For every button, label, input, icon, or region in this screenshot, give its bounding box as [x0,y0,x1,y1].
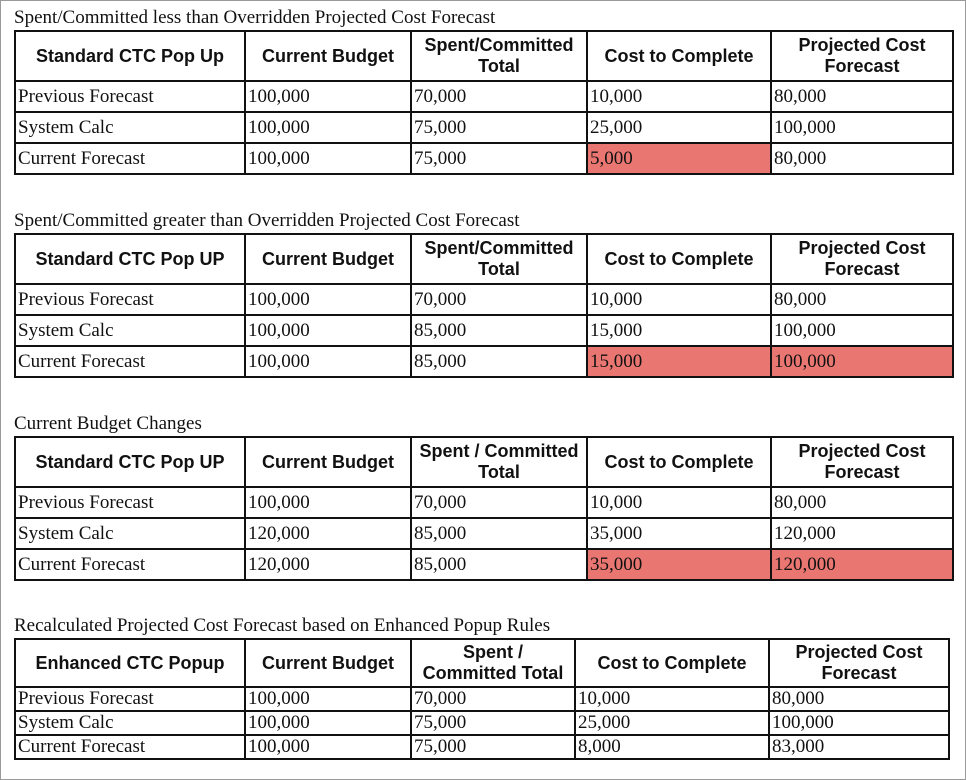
table-header-row [15,31,953,81]
table-cell: 75,000 [411,143,587,174]
table-cell: 10,000 [587,284,771,315]
header-cell: Spent/Committed Total [411,234,587,284]
section-2 [14,210,954,378]
table-row [15,315,953,346]
highlighted-cell: 5,000 [587,143,771,174]
table-cell: 8,000 [575,735,769,759]
table-cell: 100,000 [245,143,411,174]
table-cell: 100,000 [245,346,411,377]
row-label: System Calc [15,315,245,346]
table-cell: 100,000 [245,81,411,112]
table-cell: 80,000 [769,687,949,711]
header-cell: Projected Cost Forecast [769,639,949,687]
section-1 [14,7,954,175]
row-label: System Calc [15,518,245,549]
table-cell: 70,000 [411,687,575,711]
row-label: Current Forecast [15,346,245,377]
highlighted-cell: 100,000 [771,346,953,377]
header-cell: Standard CTC Pop UP [15,437,245,487]
table-cell: 85,000 [411,549,587,580]
section-caption: Spent/Committed greater than Overridden Projected Cost Forecast [14,210,520,231]
table-cell: 100,000 [245,735,411,759]
header-cell: Projected Cost Forecast [771,437,953,487]
header-cell: Current Budget [245,437,411,487]
table-cell: 100,000 [245,112,411,143]
highlighted-cell: 15,000 [587,346,771,377]
row-label: Previous Forecast [15,687,245,711]
table-row [15,346,953,377]
table-cell: 120,000 [245,549,411,580]
table-cell: 80,000 [771,487,953,518]
table-cell: 85,000 [411,518,587,549]
table-cell: 25,000 [587,112,771,143]
table-header-row [15,234,953,284]
table-cell: 80,000 [771,81,953,112]
row-label: System Calc [15,112,245,143]
row-label: Current Forecast [15,735,245,759]
table-cell: 120,000 [245,518,411,549]
ctc-table [14,30,954,175]
ctc-table [14,233,954,378]
header-cell: Current Budget [245,639,411,687]
table-cell: 100,000 [245,284,411,315]
table-row [15,284,953,315]
table-row [15,112,953,143]
section-4 [14,615,950,760]
table-cell: 100,000 [771,112,953,143]
table-cell: 75,000 [411,735,575,759]
table-cell: 80,000 [771,284,953,315]
row-label: Previous Forecast [15,284,245,315]
table-cell: 10,000 [587,81,771,112]
section-caption: Spent/Committed less than Overridden Projected Cost Forecast [14,7,496,28]
table-row [15,518,953,549]
section-caption: Current Budget Changes [14,413,202,434]
table-cell: 15,000 [587,315,771,346]
table-cell: 75,000 [411,711,575,735]
header-cell: Spent / Committed Total [411,639,575,687]
table-cell: 10,000 [575,687,769,711]
table-cell: 25,000 [575,711,769,735]
header-cell: Projected Cost Forecast [771,31,953,81]
table-cell: 85,000 [411,346,587,377]
table-row [15,81,953,112]
highlighted-cell: 120,000 [771,549,953,580]
table-cell: 83,000 [769,735,949,759]
header-cell: Cost to Complete [587,437,771,487]
table-cell: 100,000 [245,315,411,346]
header-cell: Cost to Complete [575,639,769,687]
header-cell: Standard CTC Pop UP [15,234,245,284]
table-row [15,143,953,174]
row-label: Current Forecast [15,143,245,174]
table-cell: 100,000 [245,487,411,518]
row-label: Previous Forecast [15,487,245,518]
header-cell: Spent / Committed Total [411,437,587,487]
row-label: Previous Forecast [15,81,245,112]
table-cell: 35,000 [587,518,771,549]
header-cell: Current Budget [245,31,411,81]
table-cell: 100,000 [769,711,949,735]
table-cell: 70,000 [411,284,587,315]
table-cell: 100,000 [771,315,953,346]
header-cell: Standard CTC Pop Up [15,31,245,81]
header-cell: Current Budget [245,234,411,284]
ctc-table [14,436,954,581]
table-cell: 100,000 [245,687,411,711]
section-caption: Recalculated Projected Cost Forecast based on Enhanced Popup Rules [14,615,551,636]
highlighted-cell: 35,000 [587,549,771,580]
section-3 [14,413,954,581]
table-cell: 75,000 [411,112,587,143]
row-label: System Calc [15,711,245,735]
ctc-table [14,638,950,760]
table-cell: 70,000 [411,487,587,518]
table-cell: 100,000 [245,711,411,735]
table-row [15,735,949,759]
table-row [15,487,953,518]
table-cell: 70,000 [411,81,587,112]
table-row [15,687,949,711]
header-cell: Cost to Complete [587,234,771,284]
table-cell: 85,000 [411,315,587,346]
table-row [15,549,953,580]
header-cell: Cost to Complete [587,31,771,81]
header-cell: Spent/Committed Total [411,31,587,81]
table-header-row [15,437,953,487]
table-header-row [15,639,949,687]
table-cell: 10,000 [587,487,771,518]
header-cell: Enhanced CTC Popup [15,639,245,687]
table-row [15,711,949,735]
header-cell: Projected Cost Forecast [771,234,953,284]
table-cell: 80,000 [771,143,953,174]
table-cell: 120,000 [771,518,953,549]
row-label: Current Forecast [15,549,245,580]
